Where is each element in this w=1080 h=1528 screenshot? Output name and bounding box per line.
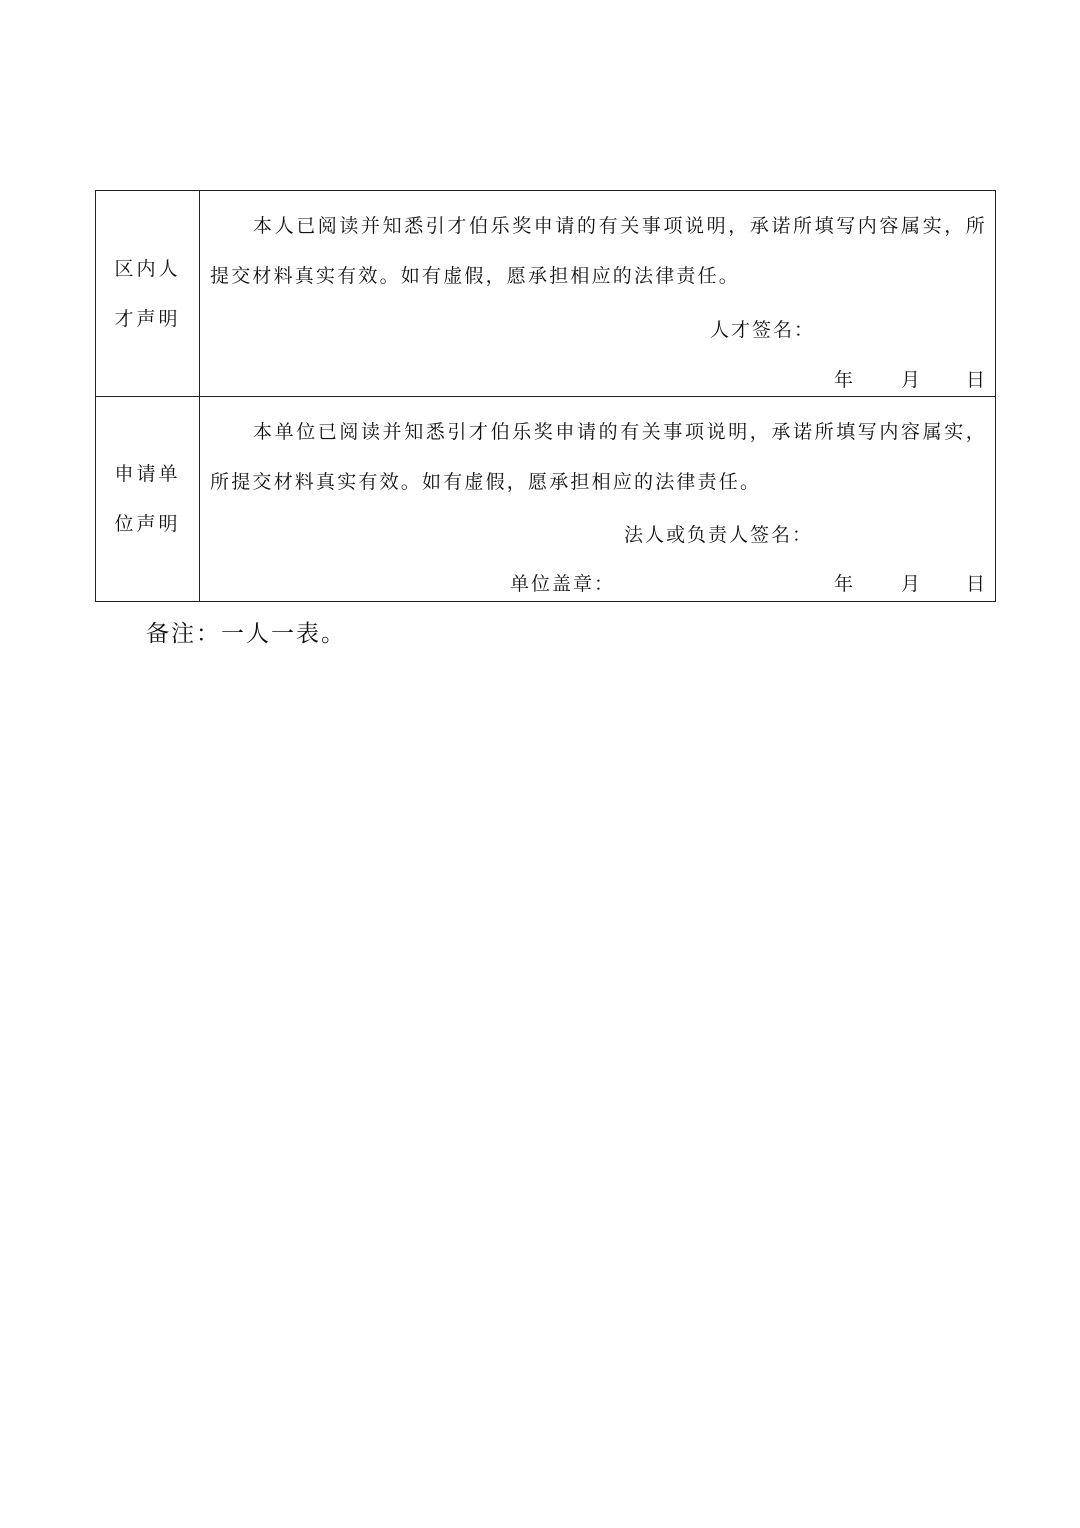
- talent-declaration-body: [200, 191, 996, 397]
- unit-stamp-label: 单位盖章：: [510, 573, 616, 595]
- employer-declaration-text: 本单位已阅读并知悉引才伯乐奖申请的有关事项说明，承诺所填写内容属实，所提交材料真实有效。如有虚假，愿承担相应的法律责任。: [210, 421, 987, 493]
- date-month: 月: [900, 573, 920, 595]
- date-year: 年: [833, 573, 853, 595]
- talent-date: [834, 365, 985, 392]
- employer-declaration-row: [96, 397, 996, 602]
- talent-declaration-text: 本人已阅读并知悉引才伯乐奖申请的有关事项说明，承诺所填写内容属实，所提交材料真实有效。如有虚假，愿承担相应的法律责任。: [210, 215, 987, 287]
- employer-date: [834, 569, 985, 596]
- remark-note: 备注：一人一表。: [146, 621, 346, 647]
- talent-signature-label: 人才签名：: [710, 319, 816, 341]
- date-year: 年: [833, 369, 853, 391]
- label-line: 申请单: [114, 463, 181, 485]
- talent-declaration-row: [96, 191, 996, 397]
- label-line: 区内人: [114, 257, 181, 280]
- date-day: 日: [965, 573, 985, 595]
- employer-declaration-body: [200, 397, 996, 602]
- declaration-table: [95, 190, 996, 602]
- label-line: 位声明: [114, 513, 181, 535]
- date-day: 日: [965, 369, 985, 391]
- label-line: 才声明: [114, 307, 181, 330]
- employer-declaration-label: [96, 397, 200, 602]
- date-month: 月: [900, 369, 920, 391]
- legal-rep-signature-label: 法人或负责人签名：: [624, 524, 814, 546]
- talent-declaration-label: [96, 191, 200, 397]
